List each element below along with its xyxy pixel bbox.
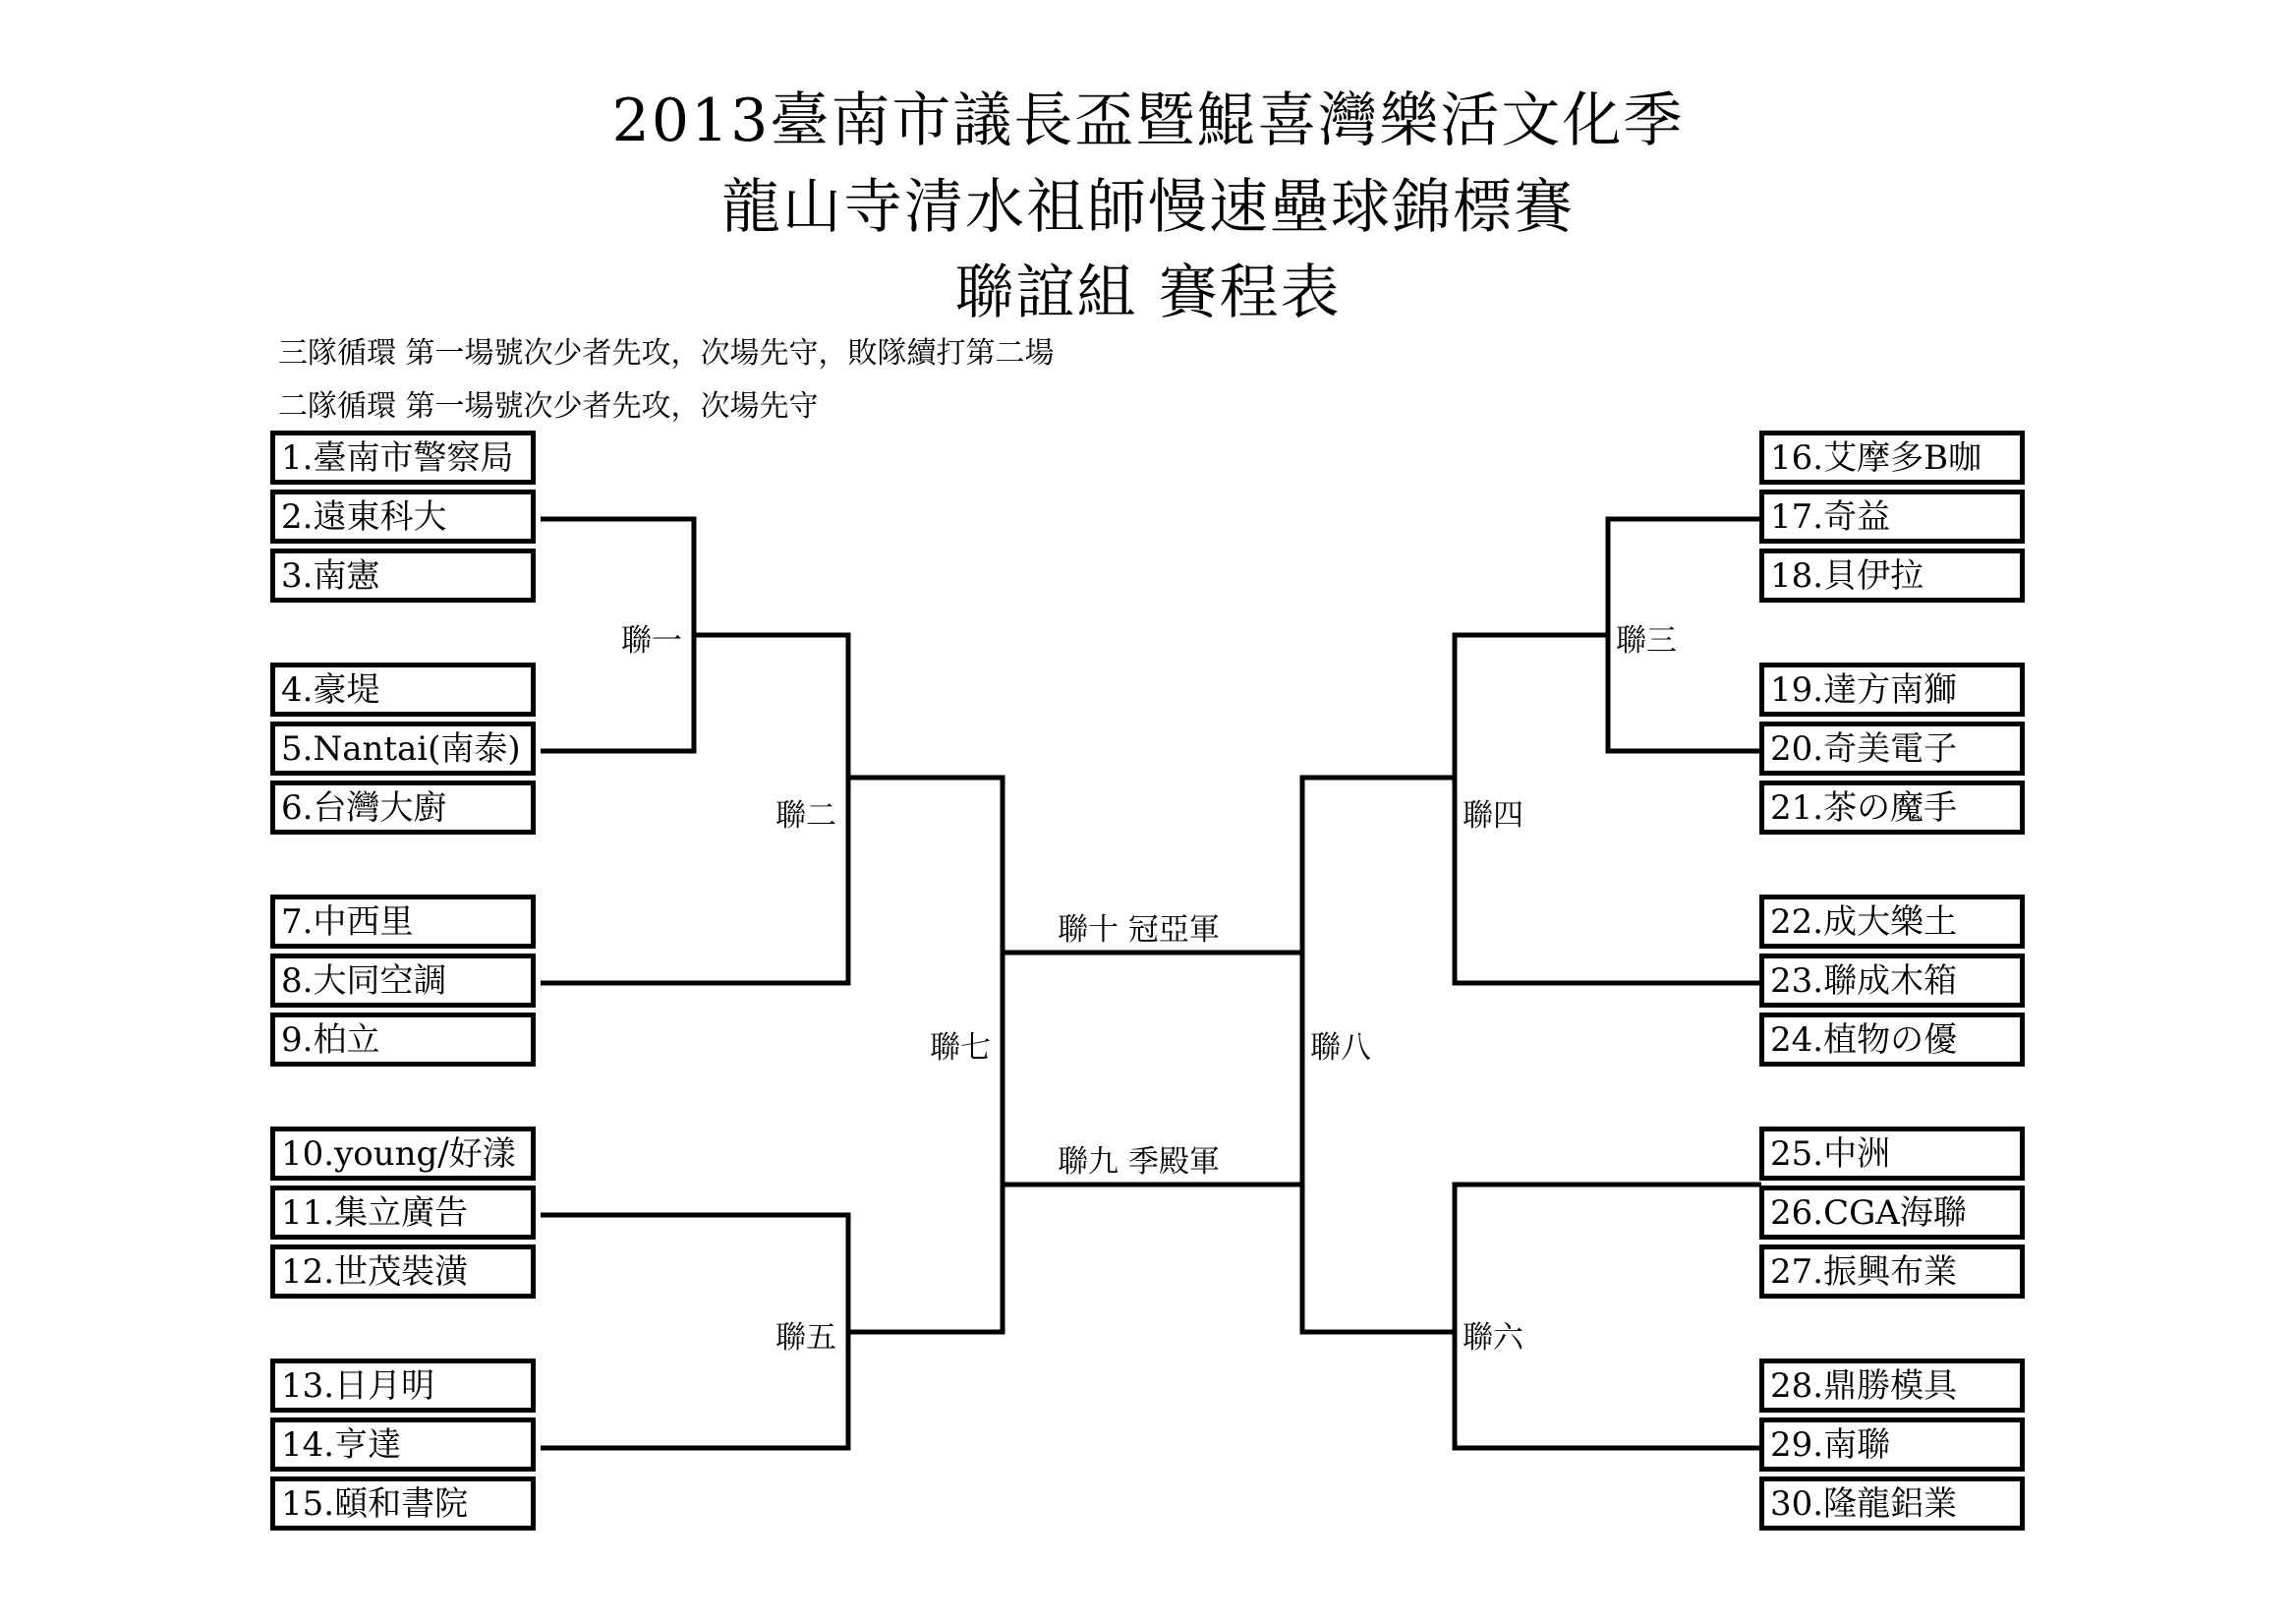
team-box: 24.植物の優 (1759, 1012, 2025, 1067)
rule-note-two-team: 二隊循環 第一場號次少者先攻，次場先守 (278, 389, 819, 424)
team-box: 4.豪堤 (270, 663, 536, 717)
rule-note-three-team: 三隊循環 第一場號次少者先攻，次場先守，敗隊續打第二場 (278, 336, 1055, 371)
match-label-m9: 聯九 季殿軍 (1054, 1144, 1224, 1180)
title-line-2: 龍山寺清水祖師慢速壘球錦標賽 (721, 173, 1575, 242)
team-box: 29.南聯 (1759, 1418, 2025, 1472)
team-box: 17.奇益 (1759, 490, 2025, 544)
team-box: 20.奇美電子 (1759, 722, 2025, 776)
team-box: 10.young/好漾 (270, 1127, 536, 1181)
team-box: 18.貝伊拉 (1759, 549, 2025, 603)
match-label-m10: 聯十 冠亞軍 (1054, 912, 1224, 948)
bracket-line-m6 (1455, 1185, 1761, 1448)
team-box: 25.中洲 (1759, 1127, 2025, 1181)
title-line-1: 2013臺南市議長盃暨鯤喜灣樂活文化季 (611, 87, 1685, 155)
team-box: 5.Nantai(南泰) (270, 722, 536, 776)
match-label-m6: 聯六 (1459, 1320, 1527, 1356)
team-box: 13.日月明 (270, 1359, 536, 1413)
match-label-m8: 聯八 (1306, 1030, 1375, 1066)
match-label-m4: 聯四 (1459, 798, 1527, 834)
team-box: 16.艾摩多B咖 (1759, 431, 2025, 485)
match-label-m1: 聯一 (617, 623, 686, 659)
team-box: 28.鼎勝模具 (1759, 1359, 2025, 1413)
team-box: 15.頤和書院 (270, 1476, 536, 1531)
team-box: 22.成大樂土 (1759, 895, 2025, 949)
team-box: 2.遠東科大 (270, 490, 536, 544)
team-box: 27.振興布業 (1759, 1244, 2025, 1299)
team-box: 8.大同空調 (270, 954, 536, 1008)
team-box: 3.南憲 (270, 549, 536, 603)
match-label-m2: 聯二 (772, 798, 840, 834)
team-box: 12.世茂裝潢 (270, 1244, 536, 1299)
team-box: 19.達方南獅 (1759, 663, 2025, 717)
team-box: 1.臺南市警察局 (270, 431, 536, 485)
match-label-m3: 聯三 (1612, 623, 1681, 659)
team-box: 14.亨達 (270, 1418, 536, 1472)
team-box: 9.柏立 (270, 1012, 536, 1067)
team-box: 26.CGA海聯 (1759, 1186, 2025, 1240)
team-box: 23.聯成木箱 (1759, 954, 2025, 1008)
match-label-m7: 聯七 (926, 1030, 995, 1066)
team-box: 30.隆龍鋁業 (1759, 1476, 2025, 1531)
team-box: 7.中西里 (270, 895, 536, 949)
team-box: 21.茶の魔手 (1759, 781, 2025, 835)
match-label-m5: 聯五 (772, 1320, 840, 1356)
team-box: 6.台灣大廚 (270, 781, 536, 835)
title-line-3: 聯誼組 賽程表 (954, 259, 1342, 327)
team-box: 11.集立廣告 (270, 1186, 536, 1240)
